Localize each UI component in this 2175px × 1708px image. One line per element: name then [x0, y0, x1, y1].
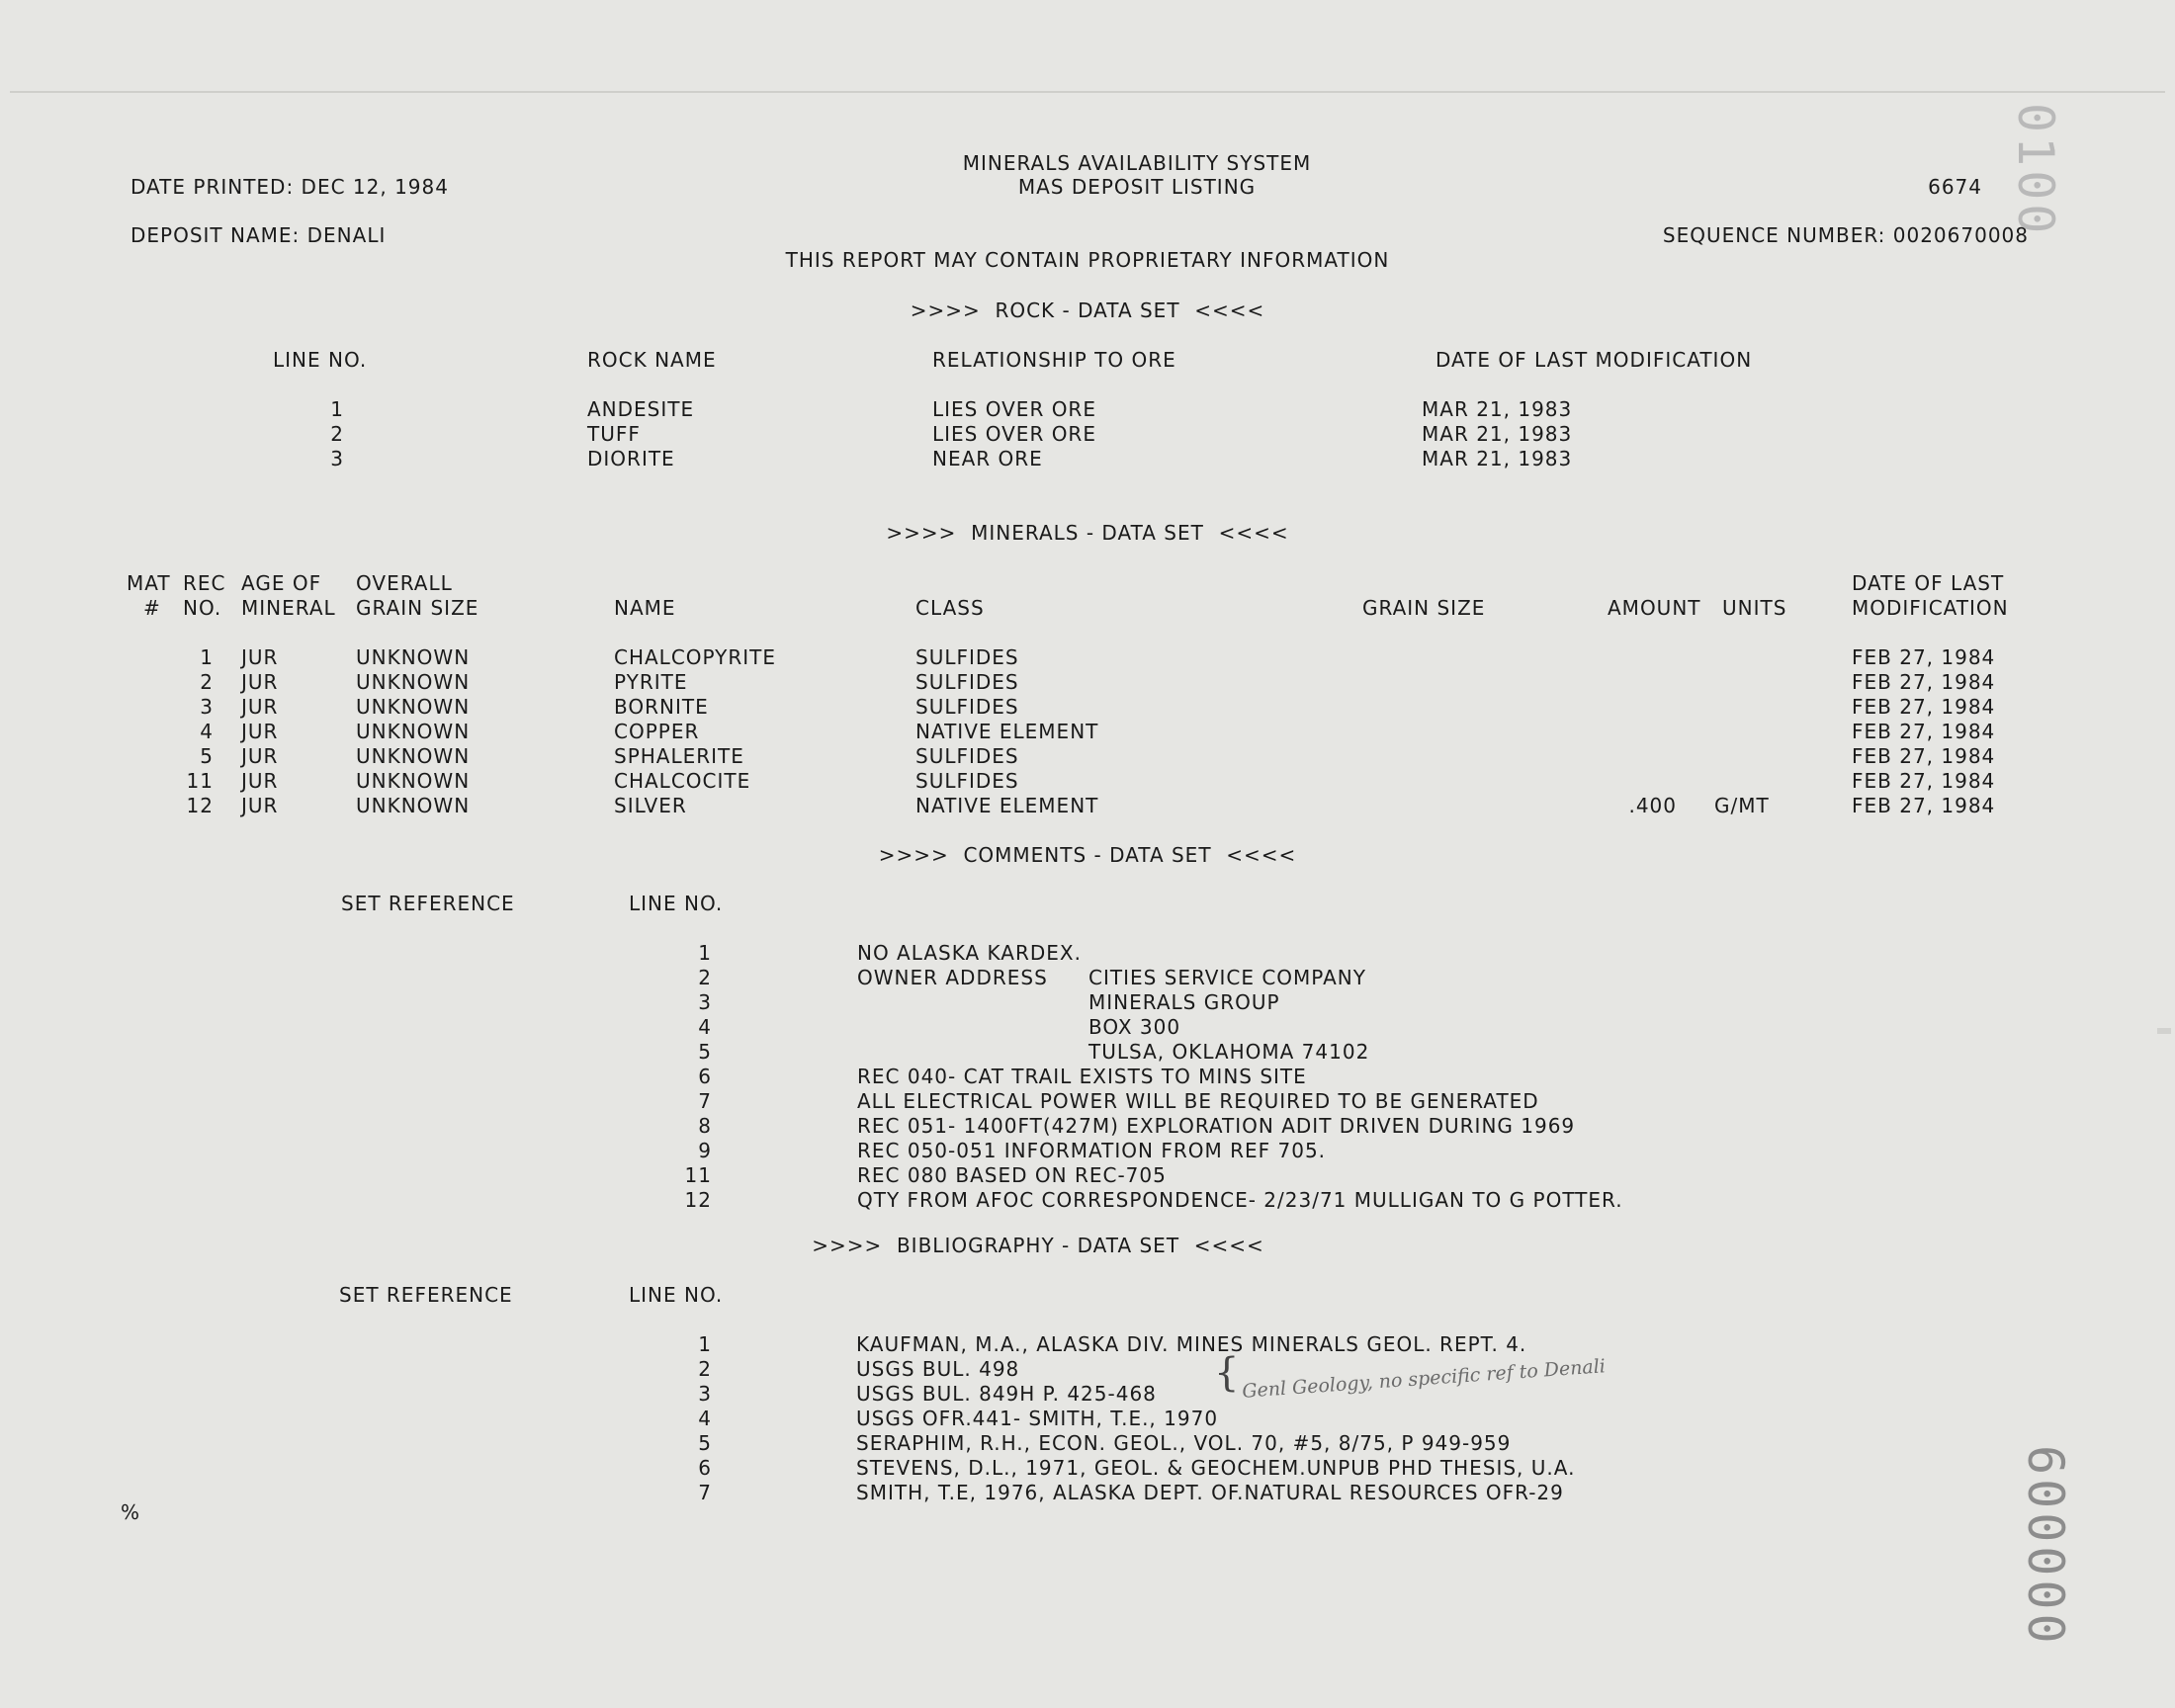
mineral-class: SULFIDES [915, 670, 1019, 694]
comment-line-no: 12 [684, 1188, 712, 1212]
bibliography-line-no: 6 [698, 1456, 712, 1480]
mineral-rec-no: 12 [186, 794, 214, 817]
mineral-date: FEB 27, 1984 [1852, 720, 1996, 743]
bibliography-text: USGS BUL. 498 [856, 1357, 1020, 1381]
minerals-col-units: UNITS [1722, 596, 1787, 620]
minerals-col-age: AGE OF [241, 571, 322, 595]
comment-value: CITIES SERVICE COMPANY [1088, 966, 1366, 989]
mineral-rec-no: 3 [200, 695, 214, 719]
page-edge-mark [2157, 1028, 2171, 1034]
sequence-number: SEQUENCE NUMBER: 0020670008 [1662, 223, 2029, 247]
mineral-name: COPPER [614, 720, 700, 743]
mineral-name: CHALCOPYRITE [614, 645, 777, 669]
mineral-date: FEB 27, 1984 [1852, 695, 1996, 719]
mineral-name: SPHALERITE [614, 744, 744, 768]
top-right-stamp: 0100 [2007, 103, 2064, 238]
comment-value: TULSA, OKLAHOMA 74102 [1088, 1040, 1370, 1064]
rock-name: TUFF [587, 422, 641, 446]
bibliography-line-no: 3 [698, 1382, 712, 1406]
rock-date: MAR 21, 1983 [1422, 397, 1573, 421]
mineral-overall-grain: UNKNOWN [356, 670, 471, 694]
mineral-overall-grain: UNKNOWN [356, 769, 471, 793]
mineral-rec-no: 1 [200, 645, 214, 669]
mineral-age: JUR [241, 720, 279, 743]
minerals-col-grain-size: GRAIN SIZE [1362, 596, 1486, 620]
mineral-rec-no: 11 [186, 769, 214, 793]
mineral-overall-grain: UNKNOWN [356, 794, 471, 817]
bibliography-line-no: 1 [698, 1332, 712, 1356]
rock-date: MAR 21, 1983 [1422, 447, 1573, 470]
mineral-age: JUR [241, 744, 279, 768]
system-title: MINERALS AVAILABILITY SYSTEM [962, 151, 1312, 175]
comment-text: OWNER ADDRESS [857, 966, 1048, 989]
rock-relationship: LIES OVER ORE [932, 422, 1096, 446]
handwritten-brace: { [1214, 1350, 1240, 1396]
page-code: 6674 [1928, 175, 1982, 199]
comment-text: ALL ELECTRICAL POWER WILL BE REQUIRED TO BE GENERATED [857, 1089, 1539, 1113]
comment-text: REC 040- CAT TRAIL EXISTS TO MINS SITE [857, 1065, 1307, 1088]
mineral-rec-no: 5 [200, 744, 214, 768]
comment-value: BOX 300 [1088, 1015, 1181, 1039]
proprietary-notice: THIS REPORT MAY CONTAIN PROPRIETARY INFORMATION [785, 248, 1390, 272]
rock-col-line-no: LINE NO. [273, 348, 368, 372]
mineral-class: SULFIDES [915, 769, 1019, 793]
minerals-col-date: DATE OF LAST [1852, 571, 2005, 595]
mineral-class: SULFIDES [915, 695, 1019, 719]
mineral-date: FEB 27, 1984 [1852, 744, 1996, 768]
bibliography-text: USGS BUL. 849H P. 425-468 [856, 1382, 1157, 1406]
mineral-date: FEB 27, 1984 [1852, 794, 1996, 817]
mineral-class: SULFIDES [915, 645, 1019, 669]
bibliography-col-set-reference: SET REFERENCE [339, 1283, 513, 1307]
rock-date: MAR 21, 1983 [1422, 422, 1573, 446]
comment-line-no: 2 [698, 966, 712, 989]
minerals-section-title: >>>> MINERALS - DATA SET <<<< [886, 521, 1289, 545]
comment-value: MINERALS GROUP [1088, 990, 1280, 1014]
date-printed: DATE PRINTED: DEC 12, 1984 [130, 175, 449, 199]
comments-col-line-no: LINE NO. [629, 892, 724, 915]
comment-text: REC 050-051 INFORMATION FROM REF 705. [857, 1139, 1327, 1162]
minerals-col-overall: OVERALL [356, 571, 453, 595]
minerals-col-modification: MODIFICATION [1852, 596, 2009, 620]
bottom-right-stamp: 600000 [2017, 1445, 2074, 1648]
mineral-class: NATIVE ELEMENT [915, 720, 1099, 743]
rock-section-title: >>>> ROCK - DATA SET <<<< [910, 299, 1265, 322]
comment-line-no: 7 [698, 1089, 712, 1113]
bibliography-line-no: 2 [698, 1357, 712, 1381]
mineral-overall-grain: UNKNOWN [356, 695, 471, 719]
mineral-name: SILVER [614, 794, 687, 817]
comment-line-no: 3 [698, 990, 712, 1014]
rock-col-rock-name: ROCK NAME [587, 348, 717, 372]
bibliography-text: SMITH, T.E, 1976, ALASKA DEPT. OF.NATURAL RESOURCES OFR-29 [856, 1481, 1564, 1504]
mineral-date: FEB 27, 1984 [1852, 769, 1996, 793]
rock-line-no: 3 [330, 447, 344, 470]
rock-col-date: DATE OF LAST MODIFICATION [1436, 348, 1753, 372]
mineral-age: JUR [241, 794, 279, 817]
mineral-class: SULFIDES [915, 744, 1019, 768]
bibliography-section-title: >>>> BIBLIOGRAPHY - DATA SET <<<< [812, 1234, 1264, 1257]
comment-text: REC 080 BASED ON REC-705 [857, 1163, 1167, 1187]
rock-line-no: 2 [330, 422, 344, 446]
rock-name: DIORITE [587, 447, 675, 470]
mineral-name: PYRITE [614, 670, 688, 694]
mineral-date: FEB 27, 1984 [1852, 670, 1996, 694]
minerals-col-overall-grain: GRAIN SIZE [356, 596, 479, 620]
minerals-col-name: NAME [614, 596, 676, 620]
mineral-class: NATIVE ELEMENT [915, 794, 1099, 817]
mineral-amount: .400 [1628, 794, 1677, 817]
mineral-overall-grain: UNKNOWN [356, 645, 471, 669]
bibliography-text: STEVENS, D.L., 1971, GEOL. & GEOCHEM.UNPUB PHD THESIS, U.A. [856, 1456, 1576, 1480]
mineral-date: FEB 27, 1984 [1852, 645, 1996, 669]
bibliography-col-line-no: LINE NO. [629, 1283, 724, 1307]
handwritten-note: Genl Geology, no specific ref to Denali [1241, 1355, 1607, 1403]
bibliography-text: USGS OFR.441- SMITH, T.E., 1970 [856, 1407, 1219, 1430]
mineral-units: G/MT [1714, 794, 1770, 817]
mineral-name: BORNITE [614, 695, 709, 719]
bibliography-line-no: 4 [698, 1407, 712, 1430]
mineral-overall-grain: UNKNOWN [356, 744, 471, 768]
mineral-age: JUR [241, 769, 279, 793]
comment-line-no: 11 [684, 1163, 712, 1187]
comment-line-no: 4 [698, 1015, 712, 1039]
mineral-age: JUR [241, 670, 279, 694]
comments-section-title: >>>> COMMENTS - DATA SET <<<< [878, 843, 1297, 867]
mineral-age: JUR [241, 695, 279, 719]
rock-relationship: LIES OVER ORE [932, 397, 1096, 421]
mineral-overall-grain: UNKNOWN [356, 720, 471, 743]
mineral-age: JUR [241, 645, 279, 669]
bibliography-text: KAUFMAN, M.A., ALASKA DIV. MINES MINERALS GEOL. REPT. 4. [856, 1332, 1527, 1356]
deposit-name: DEPOSIT NAME: DENALI [130, 223, 387, 247]
listing-title: MAS DEPOSIT LISTING [1017, 175, 1257, 199]
comment-text: NO ALASKA KARDEX. [857, 941, 1082, 965]
comment-line-no: 8 [698, 1114, 712, 1138]
minerals-col-rec-no: NO. [183, 596, 222, 620]
comment-text: QTY FROM AFOC CORRESPONDENCE- 2/23/71 MULLIGAN TO G POTTER. [857, 1188, 1623, 1212]
bibliography-line-no: 7 [698, 1481, 712, 1504]
comment-line-no: 6 [698, 1065, 712, 1088]
comment-line-no: 5 [698, 1040, 712, 1064]
page-edge-line [10, 91, 2165, 93]
comment-text: REC 051- 1400FT(427M) EXPLORATION ADIT DRIVEN DURING 1969 [857, 1114, 1576, 1138]
comment-line-no: 1 [698, 941, 712, 965]
mineral-rec-no: 4 [200, 720, 214, 743]
minerals-col-rec: REC [183, 571, 226, 595]
rock-line-no: 1 [330, 397, 344, 421]
mineral-name: CHALCOCITE [614, 769, 751, 793]
minerals-col-class: CLASS [915, 596, 985, 620]
rock-col-relationship: RELATIONSHIP TO ORE [932, 348, 1176, 372]
minerals-col-amount: AMOUNT [1608, 596, 1701, 620]
mineral-rec-no: 2 [200, 670, 214, 694]
minerals-col-mat-num: # [143, 596, 161, 620]
rock-name: ANDESITE [587, 397, 695, 421]
comment-line-no: 9 [698, 1139, 712, 1162]
minerals-col-mat: MAT [127, 571, 171, 595]
rock-relationship: NEAR ORE [932, 447, 1043, 470]
bibliography-line-no: 5 [698, 1431, 712, 1455]
minerals-col-mineral: MINERAL [241, 596, 336, 620]
comments-col-set-reference: SET REFERENCE [341, 892, 515, 915]
footer-mark: % [121, 1500, 141, 1524]
bibliography-text: SERAPHIM, R.H., ECON. GEOL., VOL. 70, #5, 8/75, P 949-959 [856, 1431, 1512, 1455]
